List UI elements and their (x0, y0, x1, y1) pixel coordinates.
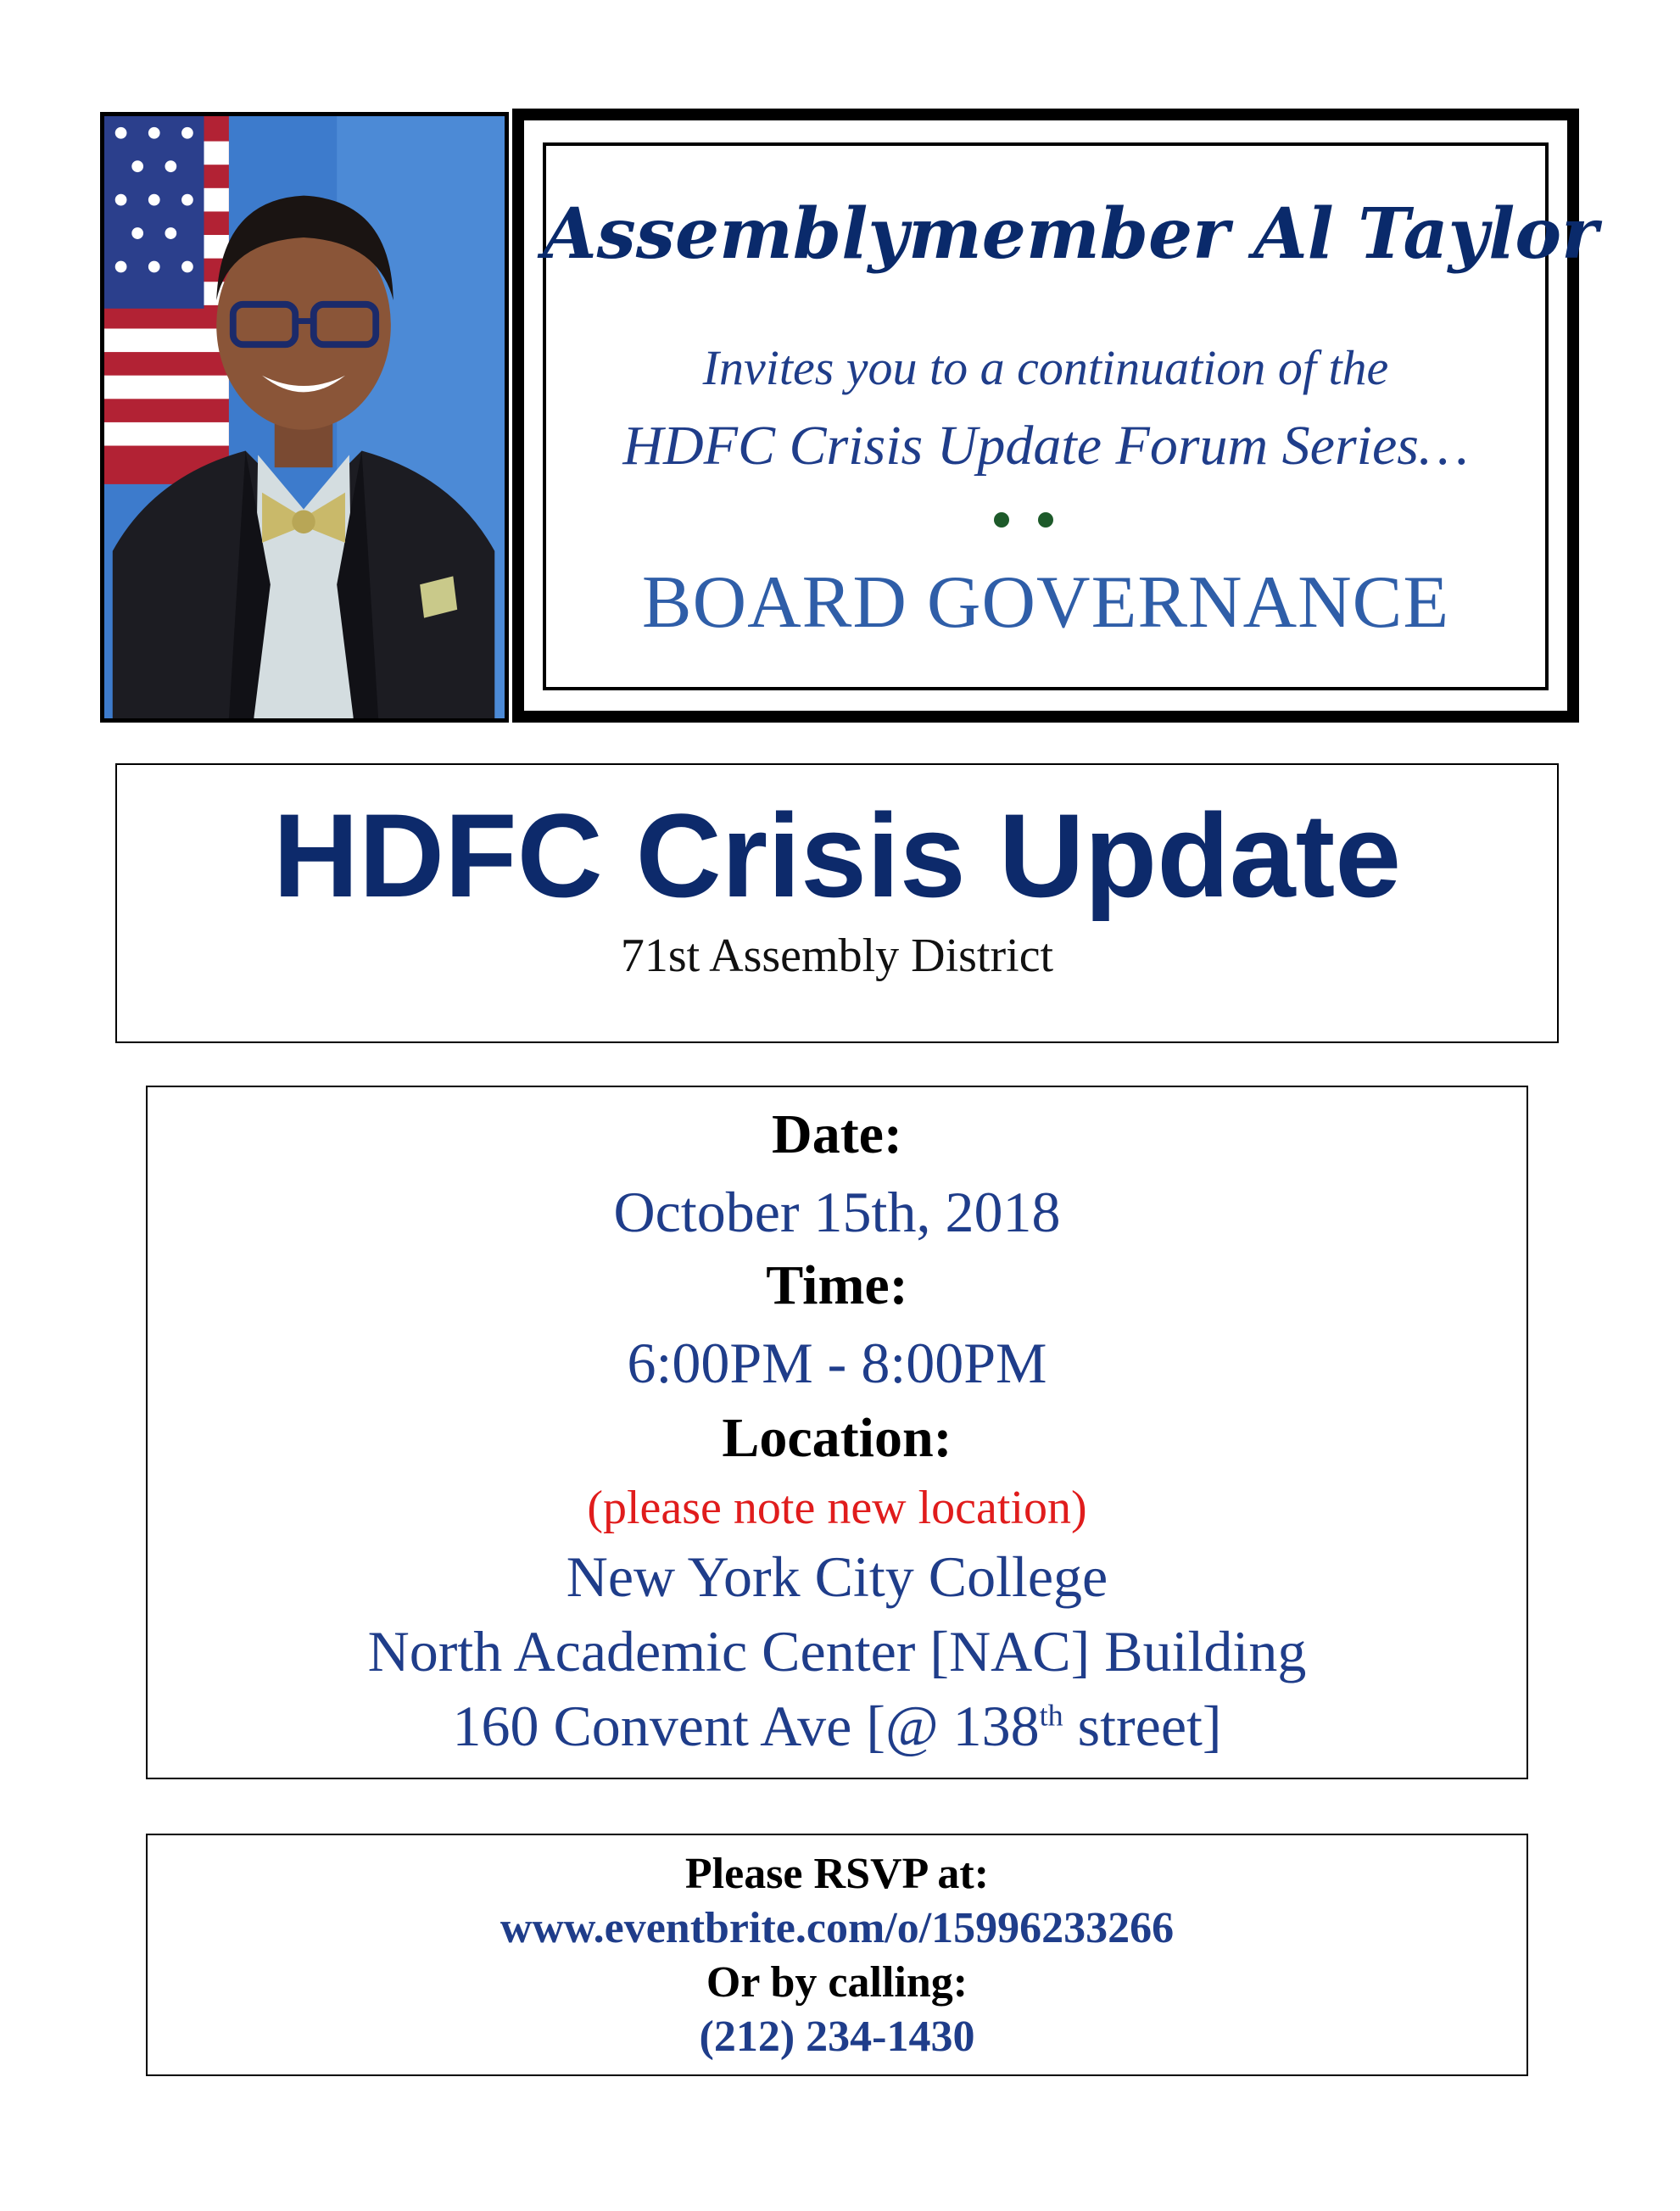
location-label: Location: (722, 1407, 952, 1469)
page-title: HDFC Crisis Update (272, 789, 1402, 922)
district-subtitle: 71st Assembly District (620, 930, 1054, 982)
date-label: Date: (772, 1103, 902, 1165)
forum-topic: BOARD GOVERNANCE (641, 561, 1450, 644)
series-line: HDFC Crisis Update Forum Series… (622, 415, 1469, 477)
rsvp-label: Please RSVP at: (684, 1850, 990, 1898)
call-label: Or by calling: (706, 1958, 968, 2007)
time-label: Time: (766, 1254, 908, 1316)
rsvp-url-link[interactable]: www.eventbrite.com/o/15996233266 (500, 1904, 1175, 1952)
invite-line: Invites you to a continuation of the (702, 340, 1389, 395)
location-line-3 (146, 1693, 1528, 1760)
date-value: October 15th, 2018 (613, 1180, 1061, 1244)
address-text: 160 Convent Ave [@ 138 (452, 1694, 1040, 1758)
address-text-end: street] (1063, 1694, 1222, 1758)
assemblymember-photo (100, 112, 509, 723)
phone-number[interactable]: (212) 234-1430 (699, 2013, 975, 2061)
ordinal-suffix: th (1039, 1698, 1063, 1733)
assemblymember-name: Assemblymember Al Taylor (543, 193, 1599, 275)
location-line-1: New York City College (566, 1544, 1108, 1609)
time-value: 6:00PM - 8:00PM (627, 1331, 1047, 1395)
separator-dot (994, 512, 1009, 528)
location-line-2: North Academic Center [NAC] Building (367, 1619, 1307, 1683)
location-note: (please note new location) (587, 1482, 1087, 1534)
separator-dot (1038, 512, 1053, 528)
